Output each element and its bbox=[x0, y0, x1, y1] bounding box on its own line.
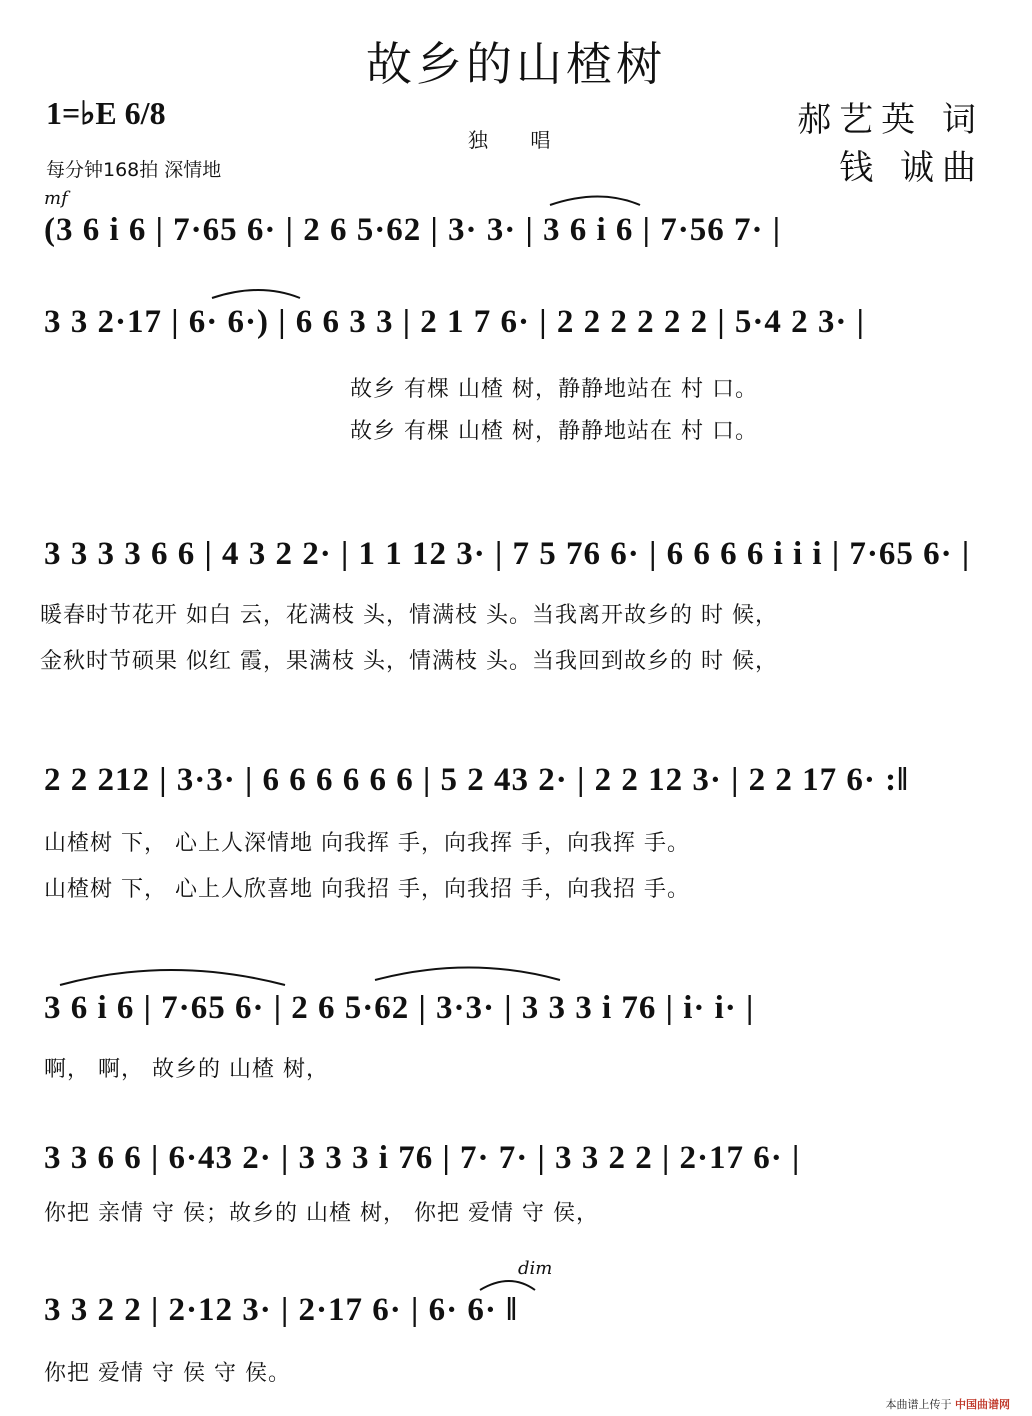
staff-4-lyrics-verse-2: 山楂树 下， 心上人欣喜地 向我招 手，向我招 手，向我招 手。 bbox=[44, 877, 690, 902]
tempo-marking: 每分钟168拍 深情地 bbox=[46, 159, 222, 181]
staff-6-notes: 3 3 6 6 | 6·43 2· | 3 3 3 i 76 | 7· 7· | 3 3 2 2 | 2·17 6· | bbox=[44, 1140, 801, 1176]
staff-3-lyrics-verse-2: 金秋时节硕果 似红 霞，果满枝 头，情满枝 头。当我回到故乡的 时 候， bbox=[40, 649, 778, 674]
footer-prefix: 本曲谱上传于 bbox=[885, 1398, 952, 1411]
staff-2-lyrics-verse-2: 故乡 有棵 山楂 树，静静地站在 村 口。 bbox=[350, 419, 758, 444]
dynamic-dim: dim bbox=[518, 1258, 553, 1279]
key-signature bbox=[46, 94, 166, 132]
performance-mode: 独 唱 bbox=[468, 128, 569, 152]
staff-1-notes: (3 6 i 6 | 7·65 6· | 2 6 5·62 | 3· 3· | 3 6 i 6 | 7·56 7· | bbox=[44, 212, 781, 248]
lyricist-credit: 郝艺英 词 bbox=[797, 100, 984, 140]
staff-7-lyrics: 你把 爱情 守 侯 守 侯。 bbox=[44, 1361, 291, 1386]
key-signature-text: 1=♭E 6/8 bbox=[46, 95, 166, 131]
staff-5-lyrics: 啊， 啊， 故乡的 山楂 树， bbox=[44, 1057, 329, 1082]
staff-3-lyrics-verse-1: 暖春时节花开 如白 云，花满枝 头，情满枝 头。当我离开故乡的 时 候， bbox=[40, 603, 778, 628]
staff-5-notes: 3 6 i 6 | 7·65 6· | 2 6 5·62 | 3·3· | 3 3 3 i 76 | i· i· | bbox=[44, 990, 755, 1026]
staff-2-lyrics-verse-1: 故乡 有棵 山楂 树，静静地站在 村 口。 bbox=[350, 377, 758, 402]
staff-4-notes: 2 2 212 | 3·3· | 6 6 6 6 6 6 | 5 2 43 2· | 2 2 12 3· | 2 2 17 6· :‖ bbox=[44, 762, 909, 798]
footer-site[interactable]: 中国曲谱网 bbox=[955, 1398, 1010, 1411]
staff-4-lyrics-verse-1: 山楂树 下， 心上人深情地 向我挥 手，向我挥 手，向我挥 手。 bbox=[44, 831, 690, 856]
staff-6-lyrics: 你把 亲情 守 侯；故乡的 山楂 树， 你把 爱情 守 侯， bbox=[44, 1201, 599, 1226]
dynamic-mf: mf bbox=[44, 188, 68, 209]
staff-2-notes: 3 3 2·17 | 6· 6·) | 6 6 3 3 | 2 1 7 6· | 2 2 2 2 2 2 | 5·4 2 3· | bbox=[44, 304, 865, 340]
staff-3-notes: 3 3 3 3 6 6 | 4 3 2 2· | 1 1 12 3· | 7 5 76 6· | 6 6 6 6 i i i | 7·65 6· | bbox=[44, 536, 971, 572]
staff-7-notes: 3 3 2 2 | 2·12 3· | 2·17 6· | 6· 6· ‖ bbox=[44, 1292, 518, 1328]
song-title: 故乡的山楂树 bbox=[366, 37, 666, 91]
source-footer bbox=[886, 1396, 1011, 1412]
composer-credit: 钱 诚曲 bbox=[839, 148, 984, 188]
